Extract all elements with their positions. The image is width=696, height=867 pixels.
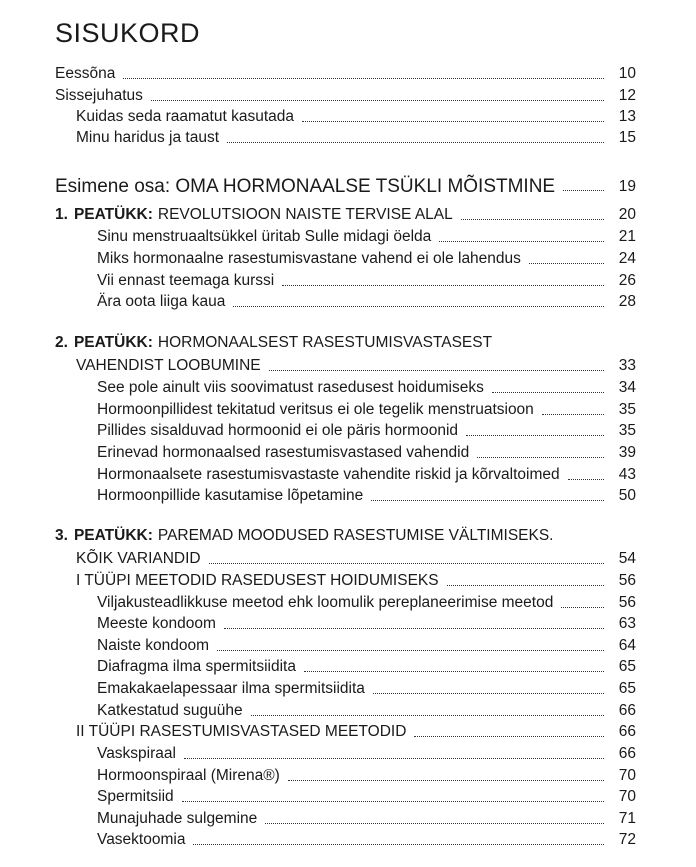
leader-dots: [233, 305, 604, 307]
toc-page-number: 63: [618, 615, 636, 632]
toc-entry[interactable]: [97, 247, 636, 269]
toc-page-number: 13: [618, 108, 636, 125]
leader-dots: [477, 456, 604, 458]
toc-page-number: 24: [618, 250, 636, 267]
toc-entry[interactable]: [97, 591, 636, 613]
chapter-label: PEATÜKK:: [73, 334, 153, 351]
toc-page-number: 66: [618, 723, 636, 740]
leader-dots: [151, 99, 604, 101]
toc-entry[interactable]: [97, 828, 636, 850]
toc-entry-text: Hormoonpillidest tekitatud veritsus ei ole tegelik menstruatsioon: [97, 401, 534, 418]
leader-dots: [288, 779, 604, 781]
toc-page-number: 65: [618, 658, 636, 675]
toc-page-number: 66: [618, 702, 636, 719]
toc-page-number: 20: [618, 206, 636, 223]
toc-entry-text: Vii ennast teemaga kurssi: [97, 272, 275, 289]
toc-entry-text: Spermitsiid: [97, 788, 174, 805]
toc-page-number: 10: [618, 65, 636, 82]
toc-page-number: 26: [618, 272, 636, 289]
toc-entry[interactable]: [97, 484, 636, 506]
toc-page-number: 70: [618, 788, 636, 805]
toc-page-number: 35: [618, 422, 636, 439]
toc-page-number: 43: [618, 466, 636, 483]
toc-chapter-3-first-line[interactable]: [55, 526, 553, 546]
toc-entry[interactable]: [76, 126, 636, 148]
toc-page-number: 50: [618, 487, 636, 504]
toc-entry-text: Minu haridus ja taust: [76, 129, 220, 146]
toc-entry-text: Sissejuhatus: [55, 87, 143, 104]
leader-dots: [265, 822, 604, 824]
leader-dots: [184, 757, 604, 759]
toc-entry-text: HORMONAALSEST RASESTUMISVASTASEST: [157, 334, 493, 351]
leader-dots: [563, 189, 604, 191]
leader-dots: [224, 627, 604, 629]
leader-dots: [304, 670, 604, 672]
toc-entry[interactable]: [97, 699, 636, 721]
toc-chapter-1[interactable]: [55, 203, 636, 225]
toc-entry[interactable]: [97, 463, 636, 485]
toc-entry[interactable]: [97, 441, 636, 463]
toc-entry[interactable]: [97, 764, 636, 786]
leader-dots: [447, 584, 604, 586]
toc-entry-text: Hormoonspiraal (Mirena®): [97, 767, 280, 784]
toc-entry[interactable]: [97, 742, 636, 764]
toc-entry-text: Viljakusteadlikkuse meetod ehk loomulik pereplaneerimise meetod: [97, 594, 554, 611]
toc-entry-text: Emakakaelapessaar ilma spermitsiidita: [97, 680, 365, 697]
toc-chapter-2[interactable]: [76, 354, 636, 376]
toc-page-number: 54: [618, 550, 636, 567]
chapter-label: PEATÜKK:: [73, 527, 153, 544]
toc-entry-foreword[interactable]: [55, 62, 636, 84]
chapter-number: 2.: [55, 334, 68, 351]
toc-entry-text-continued: KÕIK VARIANDID: [76, 550, 201, 567]
chapter-number: 1.: [55, 206, 68, 223]
toc-entry[interactable]: [97, 398, 636, 420]
toc-entry[interactable]: [76, 105, 636, 127]
toc-entry-text: Naiste kondoom: [97, 637, 210, 654]
toc-page-number: 56: [618, 594, 636, 611]
leader-dots: [466, 434, 604, 436]
chapter-label: PEATÜKK:: [73, 206, 153, 223]
toc-page-number: 28: [618, 293, 636, 310]
toc-entry-text: Hormoonpillide kasutamise lõpetamine: [97, 487, 364, 504]
toc-page-number: 66: [618, 745, 636, 762]
toc-entry-text: Miks hormonaalne rasestumisvastane vahend ei ole lahendus: [97, 250, 521, 267]
leader-dots: [529, 262, 604, 264]
toc-section-type-1[interactable]: [76, 569, 636, 591]
leader-dots: [302, 120, 604, 122]
toc-entry-text: Kuidas seda raamatut kasutada: [76, 108, 294, 125]
toc-entry[interactable]: [97, 612, 636, 634]
toc-entry-text: Vaskspiraal: [97, 745, 176, 762]
page-title: SISUKORD: [55, 18, 201, 48]
toc-entry-text: Diafragma ilma spermitsiidita: [97, 658, 296, 675]
toc-entry-text: Hormonaalsete rasestumisvastaste vahendite riskid ja kõrvaltoimed: [97, 466, 560, 483]
leader-dots: [123, 77, 604, 79]
toc-entry[interactable]: [97, 225, 636, 247]
toc-entry-text: Ära oota liiga kaua: [97, 293, 226, 310]
leader-dots: [182, 800, 604, 802]
leader-dots: [282, 284, 604, 286]
leader-dots: [193, 843, 604, 845]
toc-entry-text: See pole ainult viis soovimatust rasedusest hoidumiseks: [97, 379, 484, 396]
chapter-number: 3.: [55, 527, 68, 544]
toc-entry-text-continued: VAHENDIST LOOBUMINE: [76, 357, 261, 374]
toc-entry[interactable]: [97, 785, 636, 807]
toc-page-number: 71: [618, 810, 636, 827]
leader-dots: [568, 478, 604, 480]
leader-dots: [209, 562, 604, 564]
toc-entry[interactable]: [97, 807, 636, 829]
leader-dots: [269, 369, 604, 371]
toc-page-number: 70: [618, 767, 636, 784]
toc-page-number: 15: [618, 129, 636, 146]
toc-entry-text: Katkestatud suguühe: [97, 702, 243, 719]
toc-page-number: 34: [618, 379, 636, 396]
leader-dots: [371, 499, 604, 501]
toc-entry[interactable]: [97, 269, 636, 291]
toc-entry[interactable]: [97, 376, 636, 398]
toc-entry-text: I TÜÜPI MEETODID RASEDUSEST HOIDUMISEKS: [76, 572, 439, 589]
toc-chapter-2-first-line[interactable]: [55, 333, 492, 353]
toc-page-number: 72: [618, 831, 636, 848]
toc-entry-text: II TÜÜPI RASESTUMISVASTASED MEETODID: [76, 723, 407, 740]
toc-part-title: Esimene osa: OMA HORMONAALSE TSÜKLI MÕISTMINE: [55, 176, 556, 197]
leader-dots: [561, 606, 604, 608]
toc-entry-text: Vasektoomia: [97, 831, 186, 848]
toc-page-number: 19: [618, 178, 636, 195]
leader-dots: [542, 413, 604, 415]
toc-page-number: 56: [618, 572, 636, 589]
toc-entry-text: Eessõna: [55, 65, 116, 82]
toc-chapter-3[interactable]: [76, 547, 636, 569]
toc-page-number: 64: [618, 637, 636, 654]
leader-dots: [439, 240, 604, 242]
toc-page-number: 65: [618, 680, 636, 697]
toc-entry-text: Munajuhade sulgemine: [97, 810, 258, 827]
toc-entry-text: Erinevad hormonaalsed rasestumisvastased vahendid: [97, 444, 470, 461]
toc-entry-text: PAREMAD MOODUSED RASESTUMISE VÄLTIMISEKS.: [157, 527, 554, 544]
toc-page-number: 33: [618, 357, 636, 374]
toc-part-one[interactable]: [55, 171, 636, 197]
toc-page-number: 39: [618, 444, 636, 461]
leader-dots: [461, 218, 604, 220]
toc-entry-text: Sinu menstruaaltsükkel üritab Sulle midagi öelda: [97, 228, 432, 245]
toc-page-number: 12: [618, 87, 636, 104]
toc-entry-text: Meeste kondoom: [97, 615, 216, 632]
toc-entry[interactable]: [97, 655, 636, 677]
leader-dots: [492, 391, 604, 393]
toc-entry[interactable]: [97, 634, 636, 656]
leader-dots: [251, 714, 604, 716]
toc-entry[interactable]: [97, 290, 636, 312]
leader-dots: [217, 649, 604, 651]
leader-dots: [414, 735, 604, 737]
toc-section-type-2[interactable]: [76, 720, 636, 742]
toc-entry[interactable]: [97, 677, 636, 699]
toc-entry-introduction[interactable]: [55, 84, 636, 106]
toc-entry-text: REVOLUTSIOON NAISTE TERVISE ALAL: [157, 206, 453, 223]
toc-entry-text: Pillides sisalduvad hormoonid ei ole päris hormoonid: [97, 422, 459, 439]
toc-page-number: 21: [618, 228, 636, 245]
leader-dots: [227, 141, 604, 143]
leader-dots: [373, 692, 604, 694]
toc-entry[interactable]: [97, 419, 636, 441]
toc-page-number: 35: [618, 401, 636, 418]
